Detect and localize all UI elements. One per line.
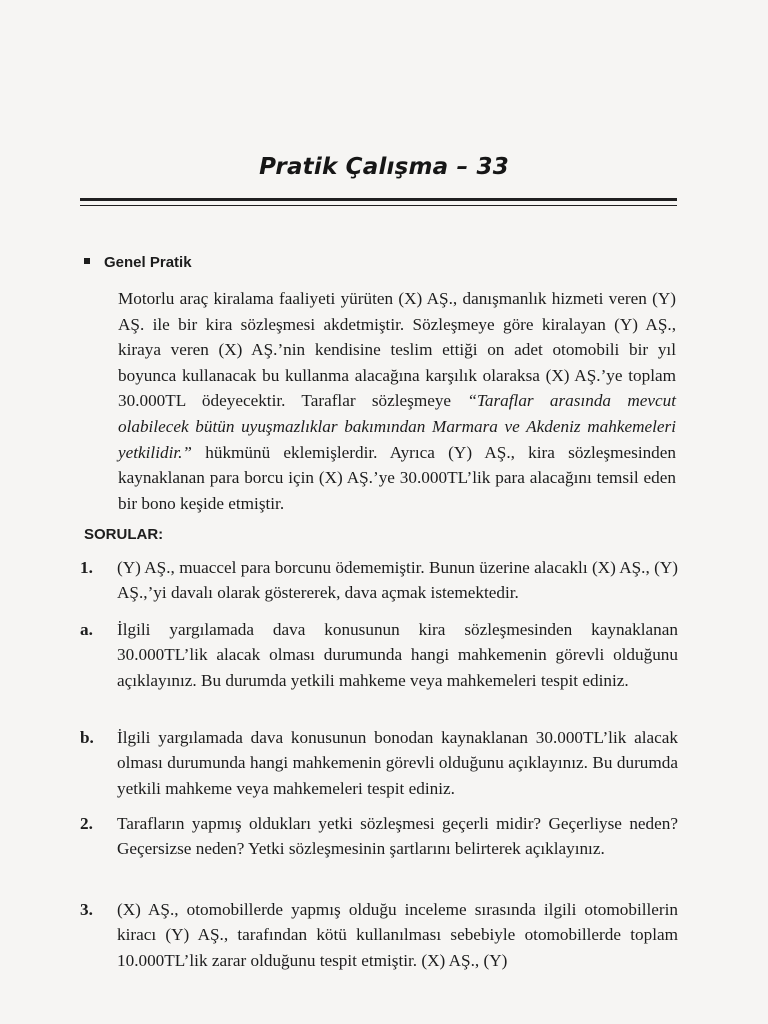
scenario-paragraph bbox=[118, 286, 676, 516]
question-number: b. bbox=[80, 728, 94, 747]
questions-heading: SORULAR: bbox=[84, 526, 164, 543]
question-text: (X) AŞ., otomobillerde yapmış olduğu inceleme sırasında ilgili otomobillerin kiracı (Y) AŞ., tarafından kötü kullanılması sebebiyle otomobillerde toplam 10.000TL’lik zarar olduğunu tespit etmiştir. (X) AŞ., (Y) bbox=[117, 900, 678, 970]
section-heading bbox=[84, 254, 192, 271]
title-divider-thick bbox=[80, 198, 677, 201]
question-2 bbox=[80, 811, 678, 862]
question-number: a. bbox=[80, 620, 93, 639]
title-divider-thin bbox=[80, 205, 677, 206]
question-text: İlgili yargılamada dava konusunun kira sözleşmesinden kaynaklanan 30.000TL’lik alacak olması durumunda hangi mahkemenin görevli olduğunu açıklayınız. Bu durumda yetkili mahkeme veya mahkemeleri tespit ediniz. bbox=[117, 620, 678, 690]
question-3 bbox=[80, 897, 678, 973]
question-number: 3. bbox=[80, 900, 93, 919]
question-text: (Y) AŞ., muaccel para borcunu ödememiştir. Bunun üzerine alacaklı (X) AŞ., (Y) AŞ.,’yi davalı olarak göstererek, dava açmak istemektedir. bbox=[117, 558, 678, 603]
scenario-text-part1: Motorlu araç kiralama faaliyeti yürüten (X) AŞ., danışmanlık hizmeti veren (Y) AŞ. ile bir kira sözleşmesi akdetmiştir. Sözleşmeye göre kiralayan (Y) AŞ., kiraya veren (X) AŞ.’nin kendisine teslim ettiği on adet otomobili bir yıl boyunca kullanacak bu kullanma alacağına karşılık olaraksa (X) AŞ.’ye toplam 30.000TL ödeyecektir. Taraflar sözleşmeye bbox=[118, 289, 676, 411]
question-number: 2. bbox=[80, 814, 93, 833]
question-text: İlgili yargılamada dava konusunun bonodan kaynaklanan 30.000TL’lik alacak olması durumunda hangi mahkemenin görevli olduğunu açıklayınız. Bu durumda yetkili mahkeme veya mahkemeleri tespit ediniz. bbox=[117, 728, 678, 798]
question-text: Tarafların yapmış oldukları yetki sözleşmesi geçerli midir? Geçerliyse neden? Geçersizse neden? Yetki sözleşmesinin şartlarını belirterek açıklayınız. bbox=[117, 814, 678, 859]
section-label: Genel Pratik bbox=[104, 254, 192, 271]
scenario-text-part2: hükmünü eklemişlerdir. Ayrıca (Y) AŞ., kira sözleşmesinden kaynaklanan para borcu için (X) AŞ.’ye 30.000TL’lik para alacağını temsil eden bir bono keşide etmiştir. bbox=[118, 442, 677, 513]
question-1b bbox=[80, 725, 678, 801]
square-bullet-icon bbox=[84, 258, 90, 264]
question-number: 1. bbox=[80, 558, 93, 577]
scenario-quote: “Taraflar arasında mevcut olabilecek bütün uyuşmazlıklar bakımından Marmara ve Akdeniz mahkemeleri yetkilidir.” bbox=[118, 391, 676, 462]
question-1a bbox=[80, 617, 678, 693]
page-title: Pratik Çalışma – 33 bbox=[259, 154, 509, 180]
question-1 bbox=[80, 555, 678, 606]
